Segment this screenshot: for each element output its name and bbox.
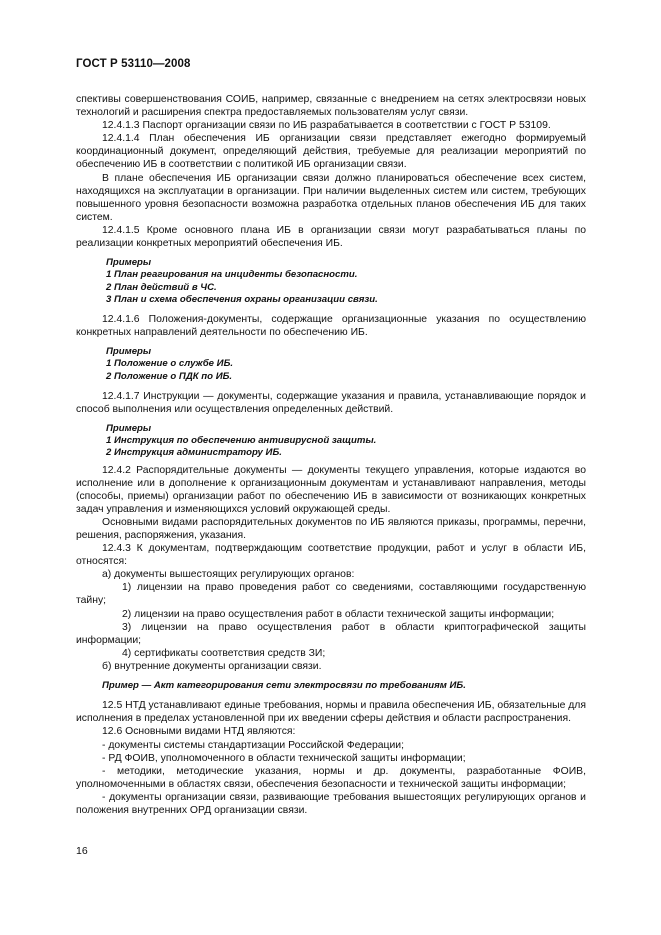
paragraph: спективы совершенствования СОИБ, например, связанные с внедрением на сетях электросвязи новых технологий и расширения спектра предоставляемых пользователям услуг связи. (76, 94, 586, 119)
example-item: 2 Положение о ПДК по ИБ. (106, 370, 233, 382)
list-item: - РД ФОИВ, уполномоченного в области технической защиты информации; (102, 752, 466, 764)
example-item: Пример — Акт категорирования сети электросвязи по требованиям ИБ. (102, 680, 466, 692)
example-title: Примеры (106, 422, 152, 434)
example-item: 2 Инструкция администратору ИБ. (106, 447, 282, 459)
example-item: 3 План и схема обеспечения охраны организации связи. (106, 293, 378, 305)
paragraph: 12.4.2 Распорядительные документы — документы текущего управления, которые издаются во исполнение или в дополнение к организационным документам и устанавливают направления, методы (способы, приемы) организации работ по обеспечению ИБ в зависимости от возникающих конкретных задач управления и изменяющихся условий окружающей среды. (76, 464, 586, 515)
example-item: 1 Инструкция по обеспечению антивирусной защиты. (106, 435, 377, 447)
paragraph: 12.4.1.7 Инструкции — документы, содержащие указания и правила, устанавливающие порядок и способ выполнения или осуществления определенных действий. (76, 390, 586, 415)
paragraph: 12.4.1.6 Положения-документы, содержащие организационные указания по осуществлению конкретных направлений деятельности по обеспечению ИБ. (76, 313, 586, 339)
paragraph: 12.4.1.3 Паспорт организации связи по ИБ разрабатывается в соответствии с ГОСТ Р 53109. (102, 120, 551, 132)
list-item: 3) лицензии на право осуществления работ в области криптографической защиты информации; (76, 621, 586, 646)
page-header-standard: ГОСТ Р 53110—2008 (76, 58, 191, 70)
page-body (76, 93, 586, 817)
list-item: 4) сертификаты соответствия средств ЗИ; (122, 647, 326, 659)
paragraph: 12.6 Основными видами НТД являются: (102, 726, 296, 738)
paragraph: 12.4.1.4 План обеспечения ИБ организации связи представляет ежегодно формируемый координационный документ, определяющий действия, требуемые для реализации мероприятий по обеспечению ИБ в соответствии с политикой ИБ организации связи. (76, 133, 586, 171)
list-item: - документы организации связи, развивающие требования вышестоящих регулирующих органов и положения внутренних ОРД организации связи. (76, 791, 586, 816)
paragraph: В плане обеспечения ИБ организации связи должно планироваться обеспечение всех систем, находящихся на эксплуатации в организации. При наличии выделенных систем или систем, требующих повышенного уровня безопасности возможна разработка отдельных планов обеспечения ИБ для таких систем. (76, 172, 586, 223)
paragraph: Основными видами распорядительных документов по ИБ являются приказы, программы, перечни, решения, распоряжения, указания. (76, 516, 586, 541)
example-item: 1 План реагирования на инциденты безопасности. (106, 269, 358, 281)
list-item: б) внутренние документы организации связи. (102, 660, 322, 672)
paragraph: 12.4.1.5 Кроме основного плана ИБ в организации связи могут разрабатываться планы по реализации конкретных мероприятий обеспечения ИБ. (76, 224, 586, 250)
list-item: а) документы вышестоящих регулирующих органов: (102, 569, 355, 581)
example-title: Примеры (106, 257, 152, 269)
list-item: - документы системы стандартизации Российской Федерации; (102, 739, 404, 751)
example-item: 2 План действий в ЧС. (106, 281, 217, 293)
paragraph: 12.5 НТД устанавливают единые требования, нормы и правила обеспечения ИБ, обязательные для исполнения в пределах установленной при их введении сферы действия и области распространения. (76, 700, 586, 725)
list-item: 1) лицензии на право проведения работ со сведениями, составляющими государственную тайну; (76, 582, 586, 607)
paragraph: 12.4.3 К документам, подтверждающим соответствие продукции, работ и услуг в области ИБ, относятся: (76, 543, 586, 568)
list-item: - методики, методические указания, нормы и др. документы, разработанные ФОИВ, уполномоченными в областях связи, обеспечения безопасности и технической защиты информации; (76, 765, 586, 790)
example-title: Примеры (106, 346, 152, 358)
list-item: 2) лицензии на право осуществления работ в области технической защиты информации; (122, 608, 555, 620)
example-item: 1 Положение о службе ИБ. (106, 358, 234, 370)
page-number: 16 (76, 845, 88, 857)
